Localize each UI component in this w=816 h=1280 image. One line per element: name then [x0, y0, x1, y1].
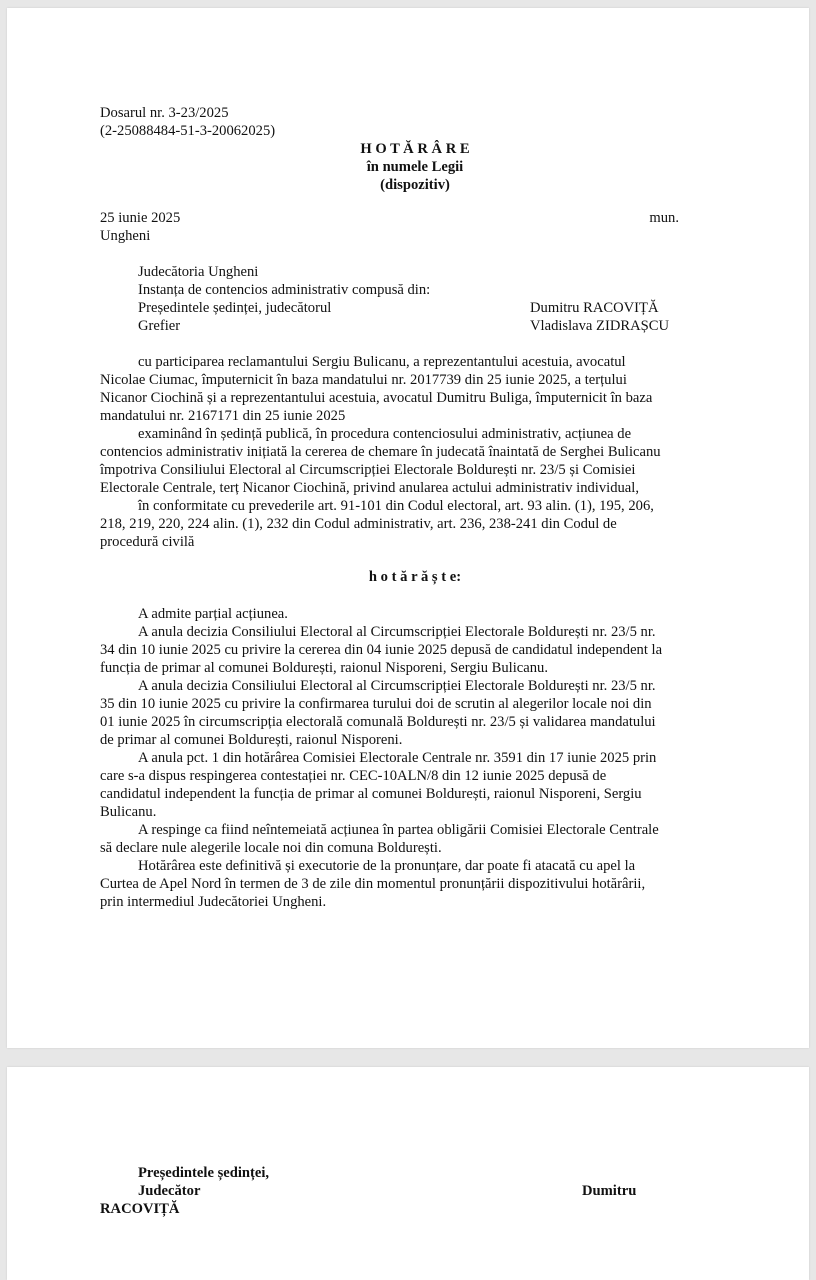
decision-paragraph-5: [100, 821, 716, 857]
decision-paragraph-6: [100, 857, 716, 911]
text-line: 218, 219, 220, 224 alin. (1), 232 din Codul administrativ, art. 236, 238-241 din Codul de: [100, 516, 617, 532]
text-line: 01 iunie 2025 în circumscripția electorală comunală Boldurești nr. 23/5 și validarea mandatului: [100, 714, 656, 730]
text-line: împotriva Consiliului Electoral al Circumscripției Electorale Boldurești nr. 23/5 și Comisiei: [100, 462, 636, 478]
court-composition-label: Instanța de contencios administrativ compusă din:: [138, 282, 431, 298]
text-line: care s-a dispus respingerea contestației nr. CEC-10ALN/8 din 12 iunie 2025 depusă de: [100, 768, 607, 784]
president-label: Președintele ședinței, judecătorul: [138, 300, 332, 316]
text-line: de primar al comunei Boldurești, raionul Nisporeni.: [100, 732, 403, 748]
decides-heading: h o t ă r ă ș t e:: [368, 569, 462, 585]
text-line: Electorale Centrale, terț Nicanor Ciochină, privind anularea actului administrativ individual,: [100, 480, 639, 496]
date-place: [100, 209, 716, 245]
intro-legal-basis: [100, 497, 716, 551]
text-line: cu participarea reclamantului Sergiu Bulicanu, a reprezentantului acestuia, avocatul: [138, 354, 626, 370]
document-page-2: [7, 1067, 809, 1280]
text-line: contencios administrativ inițiată la cererea de chemare în judecată înaintată de Serghei Bulicanu: [100, 444, 661, 460]
signature-judge-label: Judecător: [138, 1183, 201, 1199]
case-code: (2-25088484-51-3-20062025): [100, 123, 276, 139]
case-header: [100, 104, 716, 194]
court-composition: [100, 263, 716, 335]
text-line: candidatul independent la funcția de primar al comunei Boldurești, raionul Nisporeni, Sergiu: [100, 786, 642, 802]
document-title: H O T Ă R Â R E: [360, 141, 470, 157]
clerk-name: Vladislava ZIDRAȘCU: [530, 318, 670, 334]
case-number: Dosarul nr. 3-23/2025: [100, 105, 229, 121]
decision-paragraph-2: [100, 623, 716, 677]
text-line: A anula decizia Consiliului Electoral al Circumscripției Electorale Boldurești nr. 23/5 nr.: [138, 624, 656, 640]
text-line: mandatului nr. 2167171 din 25 iunie 2025: [100, 408, 346, 424]
text-line: prin intermediul Judecătoriei Ungheni.: [100, 894, 327, 910]
text-line: Curtea de Apel Nord în termen de 3 de zile din momentul pronunțării dispozitivului hotărârii,: [100, 876, 646, 892]
text-line: procedură civilă: [100, 534, 195, 550]
text-line: Nicanor Ciochină și a reprezentantului acestuia, avocatul Dumitru Buliga, împuternicit în baza: [100, 390, 653, 406]
text-line: A respinge ca fiind neîntemeiată acțiunea în partea obligării Comisiei Electorale Centrale: [138, 822, 659, 838]
text-line: 34 din 10 iunie 2025 cu privire la cererea din 04 iunie 2025 depusă de candidatul independent la: [100, 642, 663, 658]
document-subtitle: în numele Legii: [366, 159, 464, 175]
decision-paragraph-1: A admite parțial acțiunea.: [138, 606, 288, 622]
text-line: 35 din 10 iunie 2025 cu privire la confirmarea turului doi de scrutin al alegerilor locale noi din: [100, 696, 652, 712]
clerk-label: Grefier: [138, 318, 181, 334]
text-line: să declare nule alegerile locale noi din comuna Boldurești.: [100, 840, 442, 856]
document-body: [100, 104, 716, 911]
decision-paragraph-4: [100, 749, 716, 821]
text-line: funcția de primar al comunei Boldurești, raionul Nisporeni, Sergiu Bulicanu.: [100, 660, 548, 676]
municipality-label: mun.: [649, 210, 679, 226]
text-line: Hotărârea este definitivă și executorie de la pronunțare, dar poate fi atacată cu apel la: [138, 858, 636, 874]
president-name: Dumitru RACOVIȚĂ: [530, 300, 659, 316]
decision-date: 25 iunie 2025: [100, 210, 181, 226]
intro-participants: [100, 353, 716, 425]
signature-president-label: Președintele ședinței,: [138, 1165, 270, 1181]
text-line: A anula decizia Consiliului Electoral al Circumscripției Electorale Boldurești nr. 23/5 nr.: [138, 678, 656, 694]
text-line: examinând în ședință publică, în procedura contenciosului administrativ, acțiunea de: [138, 426, 632, 442]
decision-operative-part: [100, 605, 716, 911]
city-name: Ungheni: [100, 228, 151, 244]
text-line: Nicolae Ciumac, împuternicit în baza mandatului nr. 2017739 din 25 iunie 2025, a terțului: [100, 372, 627, 388]
text-line: A anula pct. 1 din hotărârea Comisiei Electorale Centrale nr. 3591 din 17 iunie 2025 prin: [138, 750, 657, 766]
text-line: Bulicanu.: [100, 804, 157, 820]
decision-paragraph-3: [100, 677, 716, 749]
signature-judge-last-name: RACOVIȚĂ: [100, 1201, 180, 1217]
signature-judge-first-name: Dumitru: [582, 1183, 637, 1199]
document-page-1: [7, 8, 809, 1048]
text-line: în conformitate cu prevederile art. 91-101 din Codul electoral, art. 93 alin. (1), 195, 206,: [138, 498, 654, 514]
document-type: (dispozitiv): [380, 177, 450, 193]
court-name: Judecătoria Ungheni: [138, 264, 259, 280]
intro-examining: [100, 425, 716, 497]
